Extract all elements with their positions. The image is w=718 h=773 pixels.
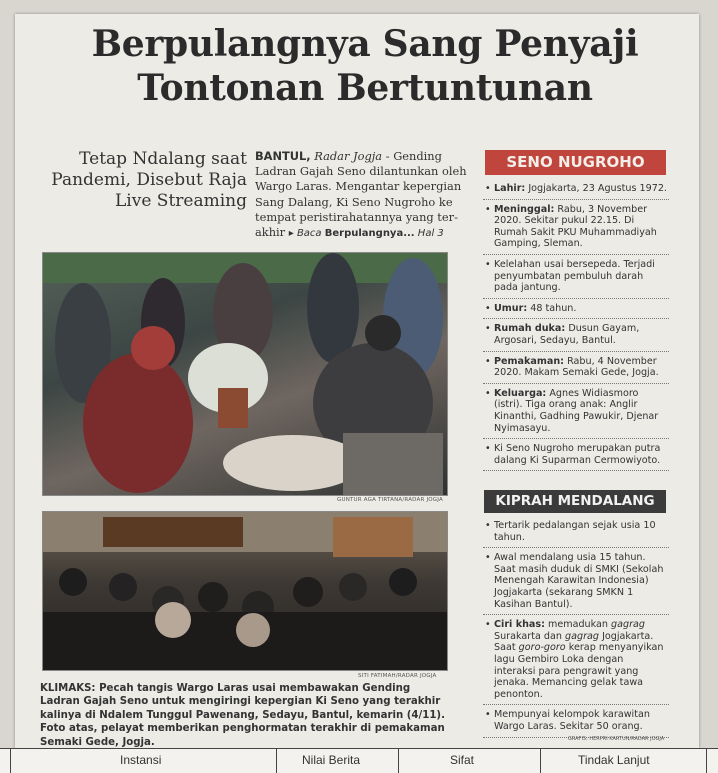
headline-line-1: Berpulangnya Sang Penyaji <box>91 23 639 65</box>
career-fact: • Tertarik pedalangan sejak usia 10 tahun. <box>483 516 669 548</box>
footer-col-nilai-berita: Nilai Berita <box>302 753 361 767</box>
mourners-photo-illustration <box>43 512 447 670</box>
profile-fact: • Pemakaman: Rabu, 4 November 2020. Makam Semaki Gede, Jogja. <box>483 352 669 384</box>
caption-label: KLIMAKS: <box>40 683 96 694</box>
headline <box>35 22 695 110</box>
career-fact: • Awal mendalang usia 15 tahun. Saat masih duduk di SMKI (Sekolah Menengah Karawitan Indonesia) Jogjakarta (sekarang SMKN 1 Kasihan Bantul). <box>483 548 669 615</box>
photo-credit-top: GUNTUR AGA TIRTANA/RADAR JOGJA <box>337 497 443 503</box>
archive-form-footer <box>0 748 718 773</box>
newspaper-clipping <box>15 14 699 748</box>
career-fact: • Mempunyai kelompok karawitan Wargo Laras. Sekitar 50 orang. <box>483 705 669 737</box>
photo-credit-bottom: SITI FATIMAH/RADAR JOGJA <box>358 673 437 679</box>
profile-fact: • Ki Seno Nugroho merupakan putra dalang Ki Suparman Cermowiyoto. <box>483 439 669 471</box>
source-name: Radar Jogja <box>314 149 383 163</box>
profile-box-title: SENO NUGROHO <box>485 150 666 175</box>
continued-reference: ▸ Baca Berpulangnya... Hal 3 <box>288 228 444 240</box>
career-facts-list <box>483 516 669 738</box>
footer-col-instansi: Instansi <box>120 753 162 767</box>
profile-fact: • Meninggal: Rabu, 3 November 2020. Sekitar pukul 22.15. Di Rumah Sakit PKU Muhammadiyah Gamping, Sleman. <box>483 200 669 255</box>
footer-col-sifat: Sifat <box>450 753 475 767</box>
graphic-credit: GRAFIS: HERPRI KARTUN/RADAR JOGJA <box>568 736 665 742</box>
caption-text: Pecah tangis Wargo Laras usai membawakan Gending Ladran Gajah Seno untuk mengiringi kepergian Ki Seno yang terakhir kalinya di Ndalem Tunggul Pawenang, Sedayu, Bantul, kemarin (4/11). Foto atas, pelayat memberikan penghormatan terakhir di pemakaman Semaki Gede, Jogja. <box>40 683 445 748</box>
footer-col-tindak-lanjut: Tindak Lanjut <box>578 753 650 767</box>
profile-fact: • Umur: 48 tahun. <box>483 299 669 320</box>
dateline: BANTUL, <box>255 149 311 163</box>
photo-caption <box>40 682 450 749</box>
funeral-photo <box>42 252 448 496</box>
profile-facts-list <box>483 179 669 471</box>
career-box-title: KIPRAH MENDALANG <box>484 490 666 513</box>
profile-fact: • Kelelahan usai bersepeda. Terjadi penyumbatan pembuluh darah pada jantung. <box>483 255 669 299</box>
headline-line-2: Tontonan Bertuntunan <box>137 67 593 109</box>
funeral-photo-illustration <box>43 253 447 495</box>
profile-fact: • Lahir: Jogjakarta, 23 Agustus 1972. <box>483 179 669 200</box>
lead-text: - Gending Ladran Gajah Seno dilantunkan oleh Wargo Laras. Mengantar kepergian Sang Dalang, Ki Seno Nugroho ke tempat peristirahatannya yang ter-akhir <box>255 149 467 240</box>
lead-paragraph <box>255 149 470 241</box>
profile-fact: • Rumah duka: Dusun Gayam, Argosari, Sedayu, Bantul. <box>483 319 669 351</box>
profile-fact: • Keluarga: Agnes Widiasmoro (istri). Tiga orang anak: Anglir Kinanthi, Gadhing Pawukir, Djenar Nyimasayu. <box>483 384 669 439</box>
subheadline: Tetap Ndalang saat Pandemi, Disebut Raja Live Streaming <box>51 149 247 211</box>
mourners-photo <box>42 511 448 671</box>
career-fact: • Ciri khas: memadukan gagrag Surakarta dan gagrag Jogjakarta. Saat goro-goro kerap menyanyikan lagu Gembiro Loka dengan interaksi para pengrawit yang jenaka. Memancing gelak tawa penonton. <box>483 615 669 705</box>
